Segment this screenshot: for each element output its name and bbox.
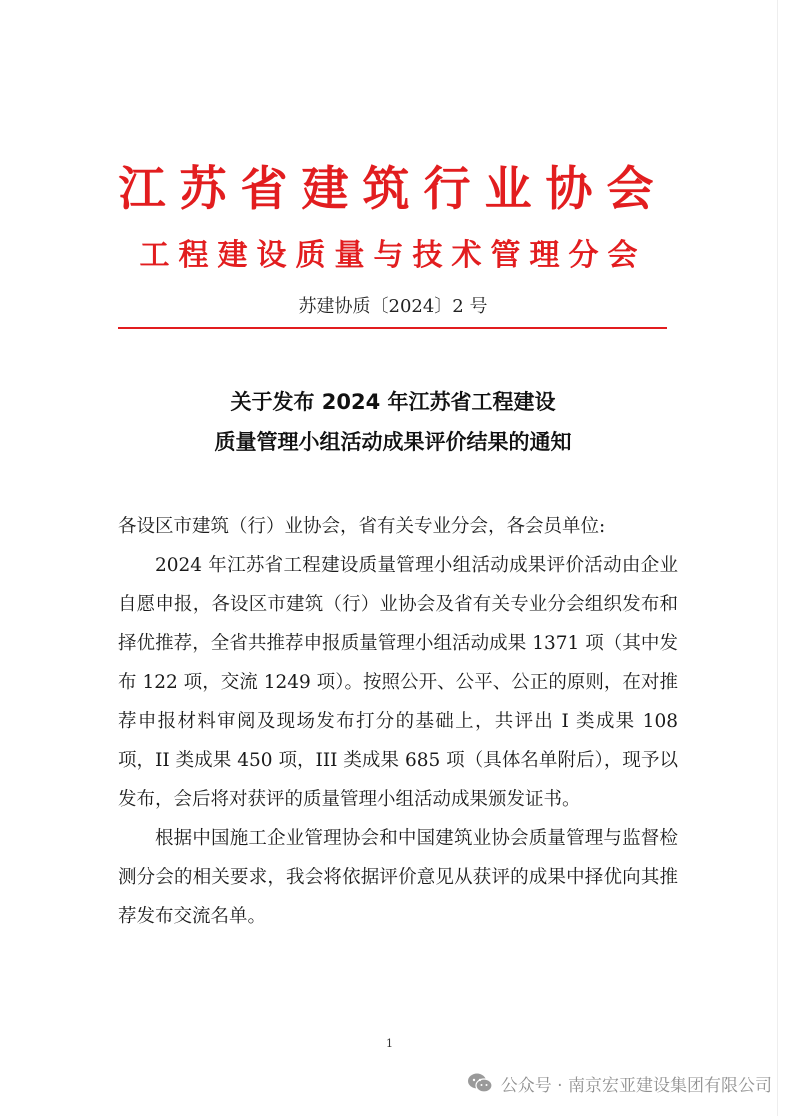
notice-body [118, 507, 678, 936]
organization-subtitle: 工程建设质量与技术管理分会 [139, 238, 647, 273]
wechat-icon [467, 1072, 493, 1094]
notice-title-line-1: 关于发布 2024 年江苏省工程建设 [230, 390, 556, 414]
wechat-watermark [467, 1068, 772, 1098]
red-divider [118, 327, 667, 329]
notice-title-line-2: 质量管理小组活动成果评价结果的通知 [214, 430, 572, 454]
organization-title: 江苏省建筑行业协会 [118, 162, 668, 217]
watermark-text: 公众号 · 南京宏亚建设集团有限公司 [500, 1075, 772, 1096]
salutation: 各设区市建筑（行）业协会，省有关专业分会，各会员单位: [118, 516, 606, 537]
body-paragraph-2: 根据中国施工企业管理协会和中国建筑业协会质量管理与监督检测分会的相关要求，我会将依据评价意见从获评的成果中择优向其推荐发布交流名单。 [118, 828, 678, 927]
page-number: 1 [386, 1037, 393, 1050]
body-paragraph-1: 2024 年江苏省工程建设质量管理小组活动成果评价活动由企业自愿申报，各设区市建筑（行）业协会及省有关专业分会组织发布和择优推荐，全省共推荐申报质量管理小组活动成果 1371 项（其中发布 122 项，交流 1249 项）。按照公开、公平、公正的原则，在对推荐申报材料审阅及现场发布打分的基础上，共评出 I 类成果 108 项，II 类成果 450 项，III 类成果 685 项（具体名单附后），现予以发布，会后将对获评的质量管理小组活动成果颁发证书。 [118, 555, 678, 810]
document-number: 苏建协质〔2024〕2 号 [298, 296, 488, 317]
